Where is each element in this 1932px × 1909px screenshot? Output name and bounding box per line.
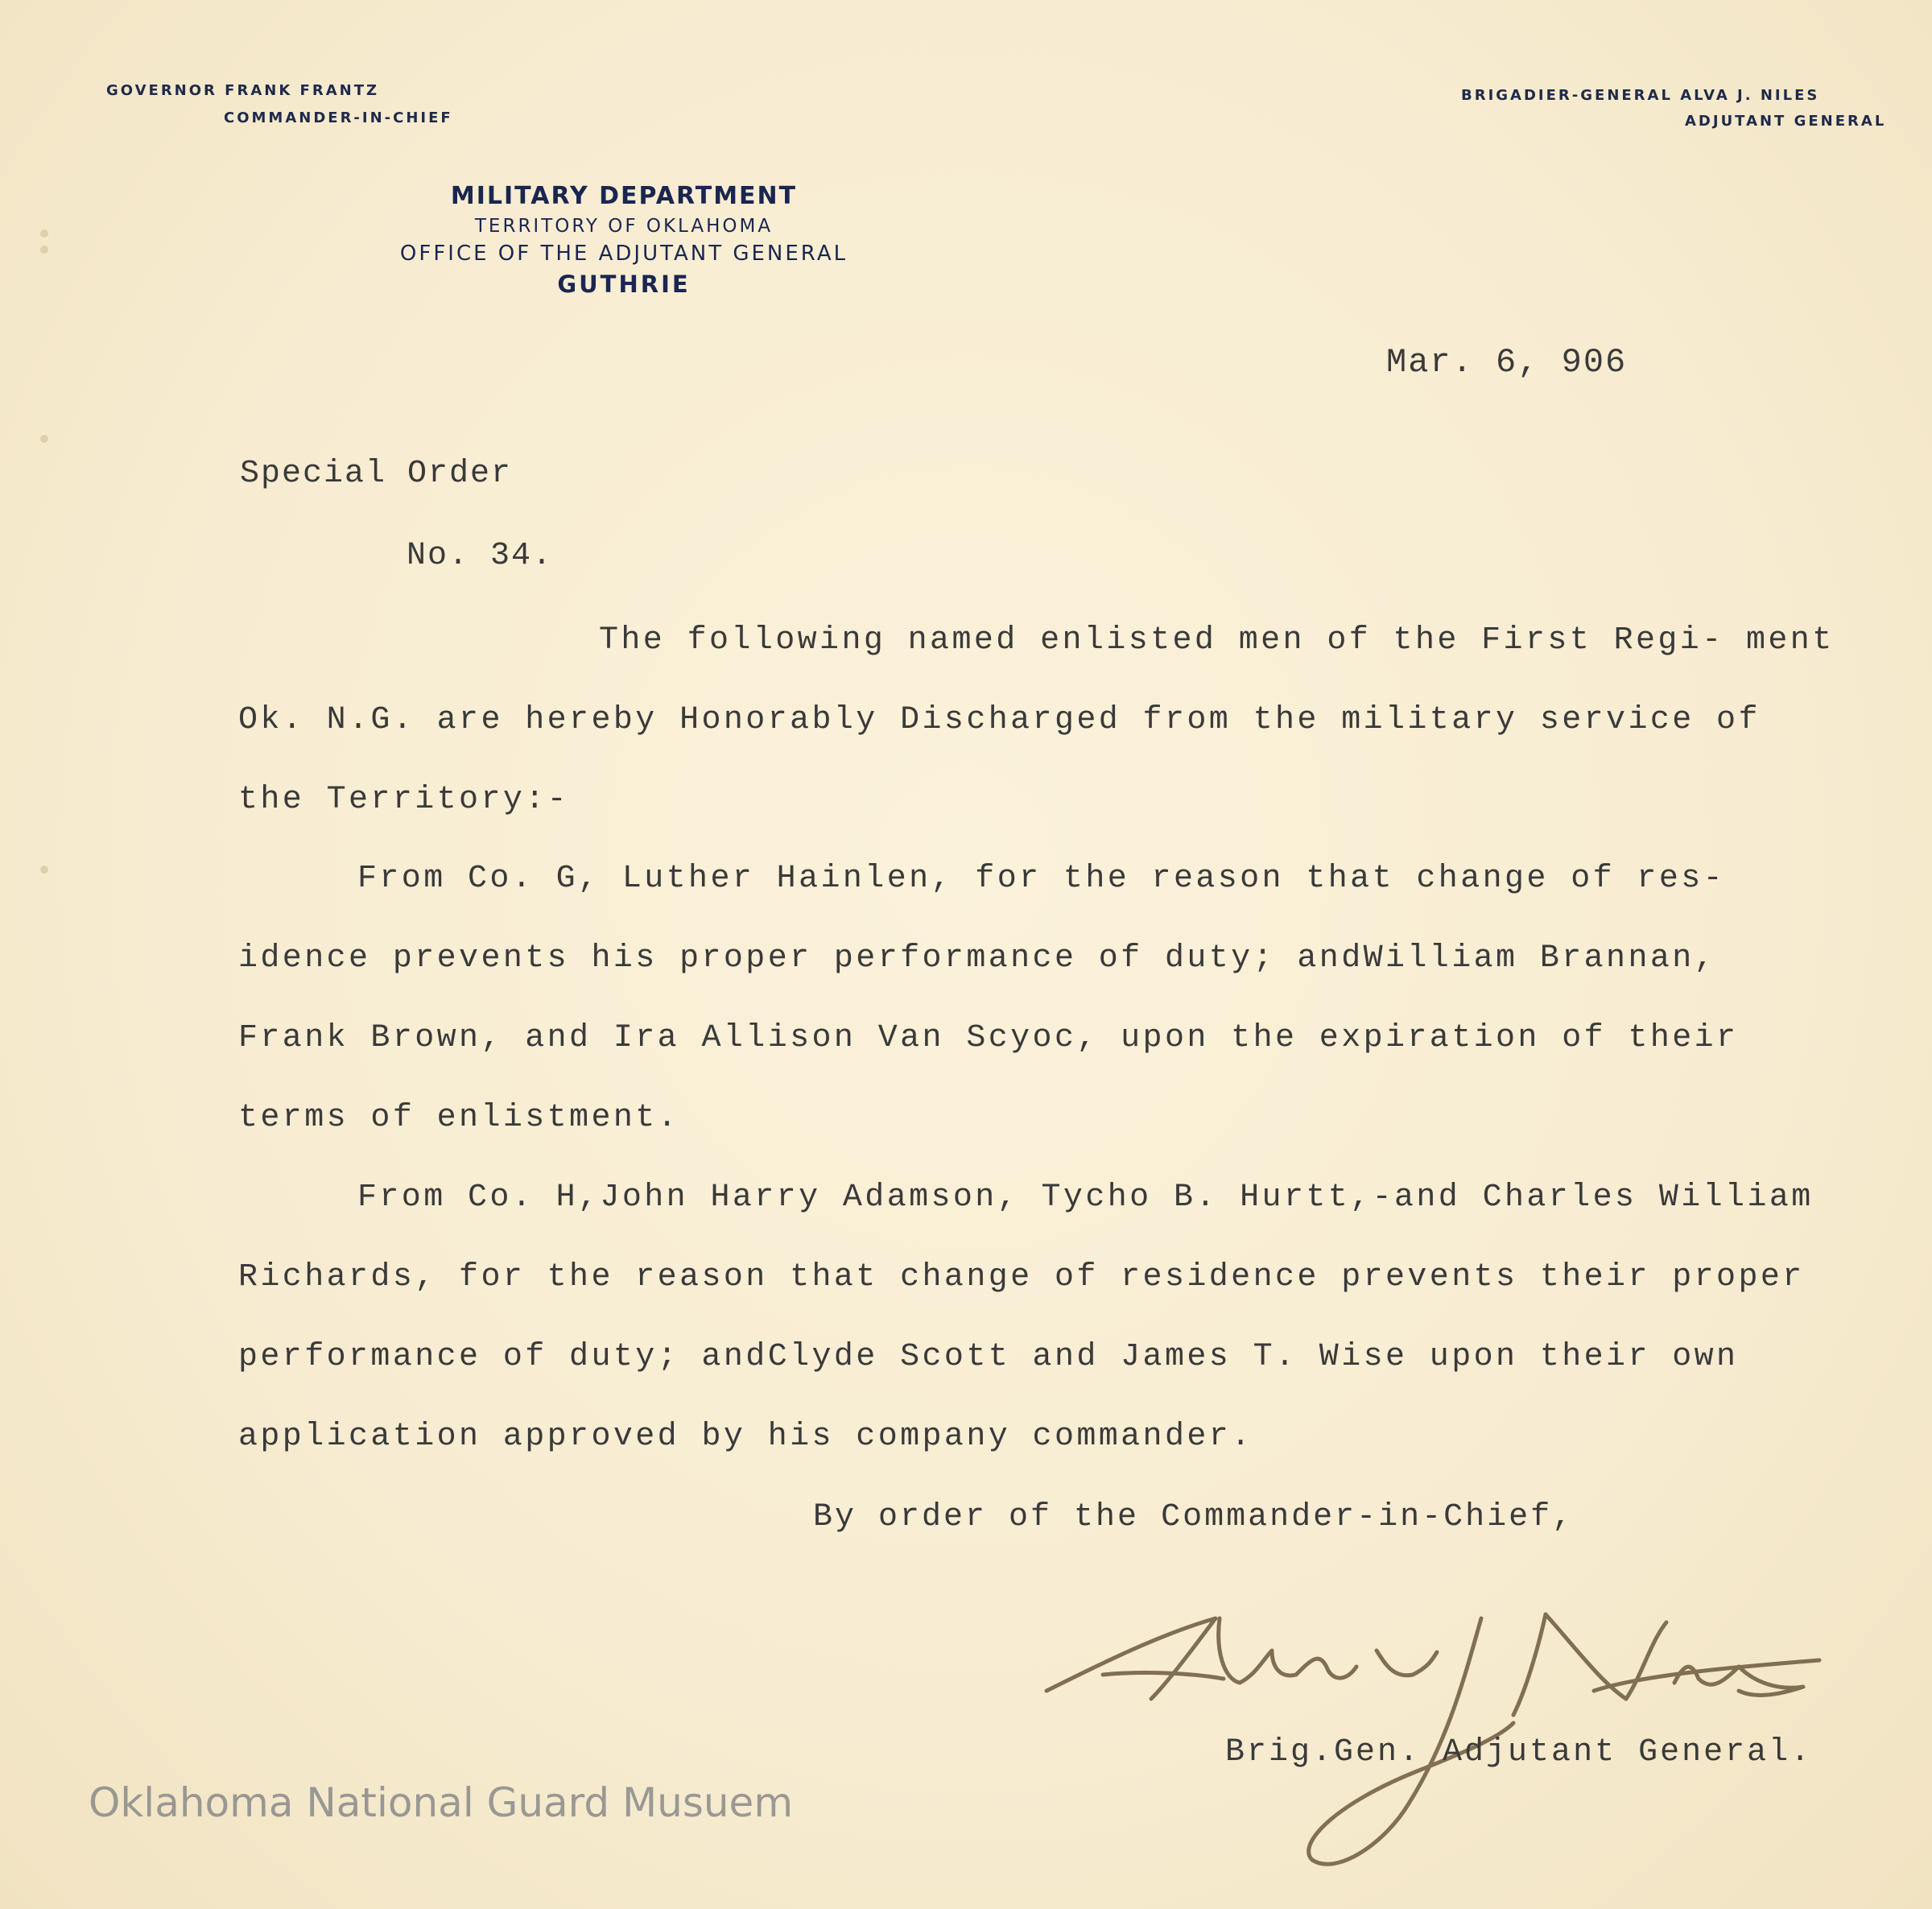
order-title: Special Order <box>240 456 513 492</box>
body-paragraph: The following named enlisted men of the First Regi- ment Ok. N.G. are hereby Honorably Discharged from the military service of the Territory:- <box>238 622 1835 818</box>
body-paragraph: From Co. G, Luther Hainlen, for the reason that change of res- idence prevents his proper performance of duty; andWilliam Brannan, Frank Brown, and Ira Allison Van Scyoc, upon the expiration of their terms of enlistment. <box>238 861 1739 1136</box>
letterhead-adjutant-title: ADJUTANT GENERAL <box>1685 113 1887 130</box>
letterhead-adjutant-name: BRIGADIER-GENERAL ALVA J. NILES <box>1461 87 1820 104</box>
signer-title: Brig.Gen. Adjutant General. <box>1225 1734 1813 1771</box>
museum-watermark: Oklahoma National Guard Musuem <box>89 1779 794 1826</box>
document-date: Mar. 6, 906 <box>1386 343 1628 382</box>
letterhead-territory: TERRITORY OF OKLAHOMA <box>474 216 774 237</box>
closing-line: By order of the Commander-in-Chief, <box>813 1499 1575 1535</box>
letterhead-office: OFFICE OF THE ADJUTANT GENERAL <box>399 242 848 266</box>
letterhead-department: MILITARY DEPARTMENT <box>450 182 798 210</box>
order-number: No. 34. <box>407 538 554 574</box>
letterhead-commander: COMMANDER-IN-CHIEF <box>224 109 453 126</box>
body-paragraph: From Co. H,John Harry Adamson, Tycho B. Hurtt,-and Charles William Richards, for the reason that change of residence prevents their proper performance of duty; andClyde Scott and James T. Wise upon their own application approved by his company commander. <box>238 1180 1814 1455</box>
letterhead-governor: GOVERNOR FRANK FRANTZ <box>106 82 380 99</box>
letterhead-city: GUTHRIE <box>557 271 691 298</box>
